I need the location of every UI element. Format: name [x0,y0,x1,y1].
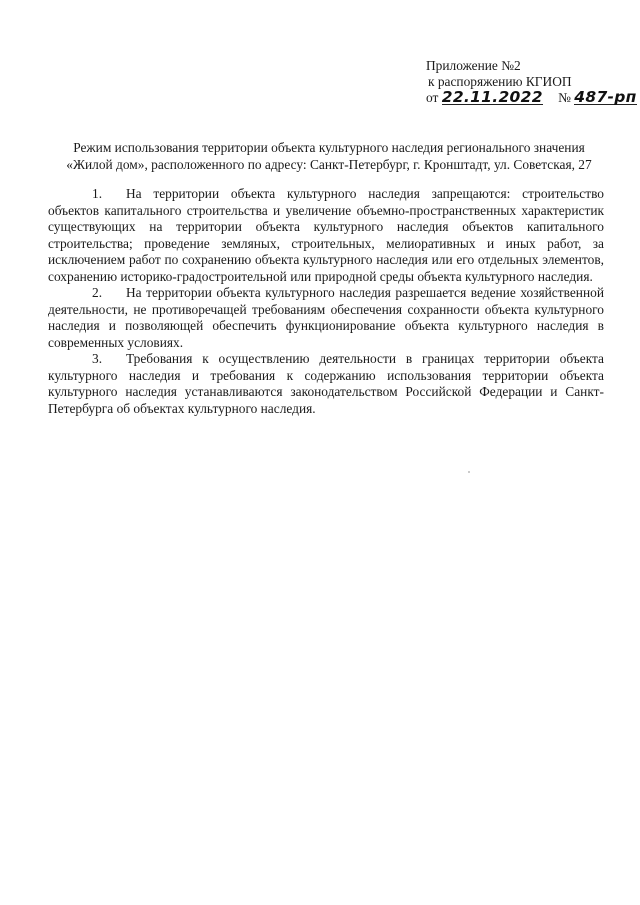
paragraph-1-number: 1. [92,186,103,201]
paragraph-3-number: 3. [92,351,103,366]
paragraph-2 [48,285,604,351]
paragraph-3 [48,351,604,417]
order-date-number-row [426,88,637,106]
order-number: 487-рп [574,88,637,106]
appendix-stamp [426,58,637,106]
title-line-1: Режим использования территории объекта культурного наследия регионального значения [73,140,585,155]
number-prefix: № [558,90,571,105]
document-body [48,186,604,417]
paragraph-1-text: На территории объекта культурного наследия запрещаются: строительство объектов капитального строительства и увеличение объемно-пространственных характеристик существующих на территории объекта культурного наследия объектов капитального строительства; проведение земляных, строительных, мелиоративных и иных работ, за исключением работ по сохранению объекта культурного наследия или его отдельных элементов, сохранению историко-градостроительной или природной среды объекта культурного наследия. [48,186,604,284]
appendix-label: Приложение №2 [426,58,521,73]
order-reference: к распоряжению КГИОП [428,74,572,89]
scan-speck [468,471,470,473]
paragraph-3-text: Требования к осуществлению деятельности в границах территории объекта культурного наследия и требования к содержанию использования территории объекта культурного наследия устанавливаются законодательством Российской Федерации и Санкт-Петербурга об объектах культурного наследия. [48,351,604,416]
paragraph-2-number: 2. [92,285,103,300]
title-line-2: «Жилой дом», расположенного по адресу: Санкт-Петербург, г. Кронштадт, ул. Советская, 27 [66,156,592,172]
paragraph-1 [48,186,604,285]
document-title [48,140,610,173]
order-date: 22.11.2022 [441,88,543,106]
paragraph-2-text: На территории объекта культурного наследия разрешается ведение хозяйственной деятельности, не противоречащей требованиям обеспечения сохранности объекта культурного наследия и позволяющей обеспечить функционирование объекта культурного наследия в современных условиях. [48,285,604,350]
date-prefix: от [426,90,439,105]
